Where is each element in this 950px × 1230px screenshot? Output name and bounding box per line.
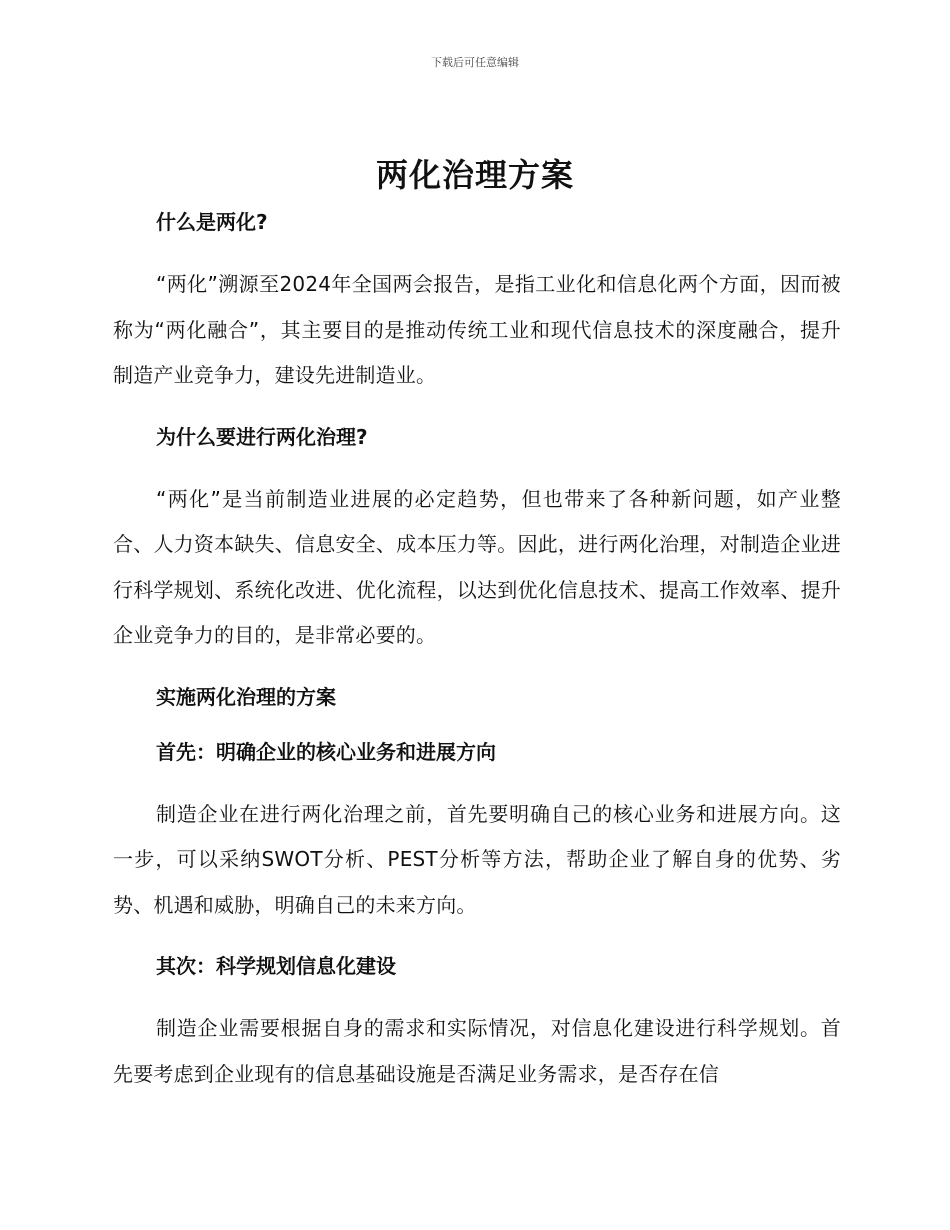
paragraph-first: 制造企业在进行两化治理之前，首先要明确自己的核心业务和进展方向。这一步，可以采纳SWOT分析、PEST分析等方法，帮助企业了解自身的优势、劣势、机遇和威胁，明确自己的未来方向。 [113, 801, 841, 917]
section-heading-why: 为什么要进行两化治理? [156, 424, 368, 449]
paragraph-second: 制造企业需要根据自身的需求和实际情况，对信息化建设进行科学规划。首先要考虑到企业现有的信息基础设施是否满足业务需求，是否存在信 [113, 1016, 841, 1086]
paragraph-what-is: “两化”溯源至2024年全国两会报告，是指工业化和信息化两个方面，因而被称为“两化融合”，其主要目的是推动传统工业和现代信息技术的深度融合，提升制造产业竞争力，建设先进制造业。 [113, 272, 841, 387]
document-title: 两化治理方案 [375, 156, 574, 194]
section-heading-plan: 实施两化治理的方案 [156, 684, 336, 709]
document-body [113, 205, 841, 1097]
paragraph-why: “两化”是当前制造业进展的必定趋势，但也带来了各种新问题，如产业整合、人力资本缺失、信息安全、成本压力等。因此，进行两化治理，对制造企业进行科学规划、系统化改进、优化流程，以达到优化信息技术、提高工作效率、提升企业竞争力的目的，是非常必要的。 [113, 486, 841, 647]
section-heading-first: 首先：明确企业的核心业务和进展方向 [156, 739, 496, 764]
header-note: 下载后可任意编辑 [431, 56, 519, 69]
section-heading-second: 其次：科学规划信息化建设 [156, 954, 396, 978]
section-heading-what-is: 什么是两化? [156, 210, 268, 234]
